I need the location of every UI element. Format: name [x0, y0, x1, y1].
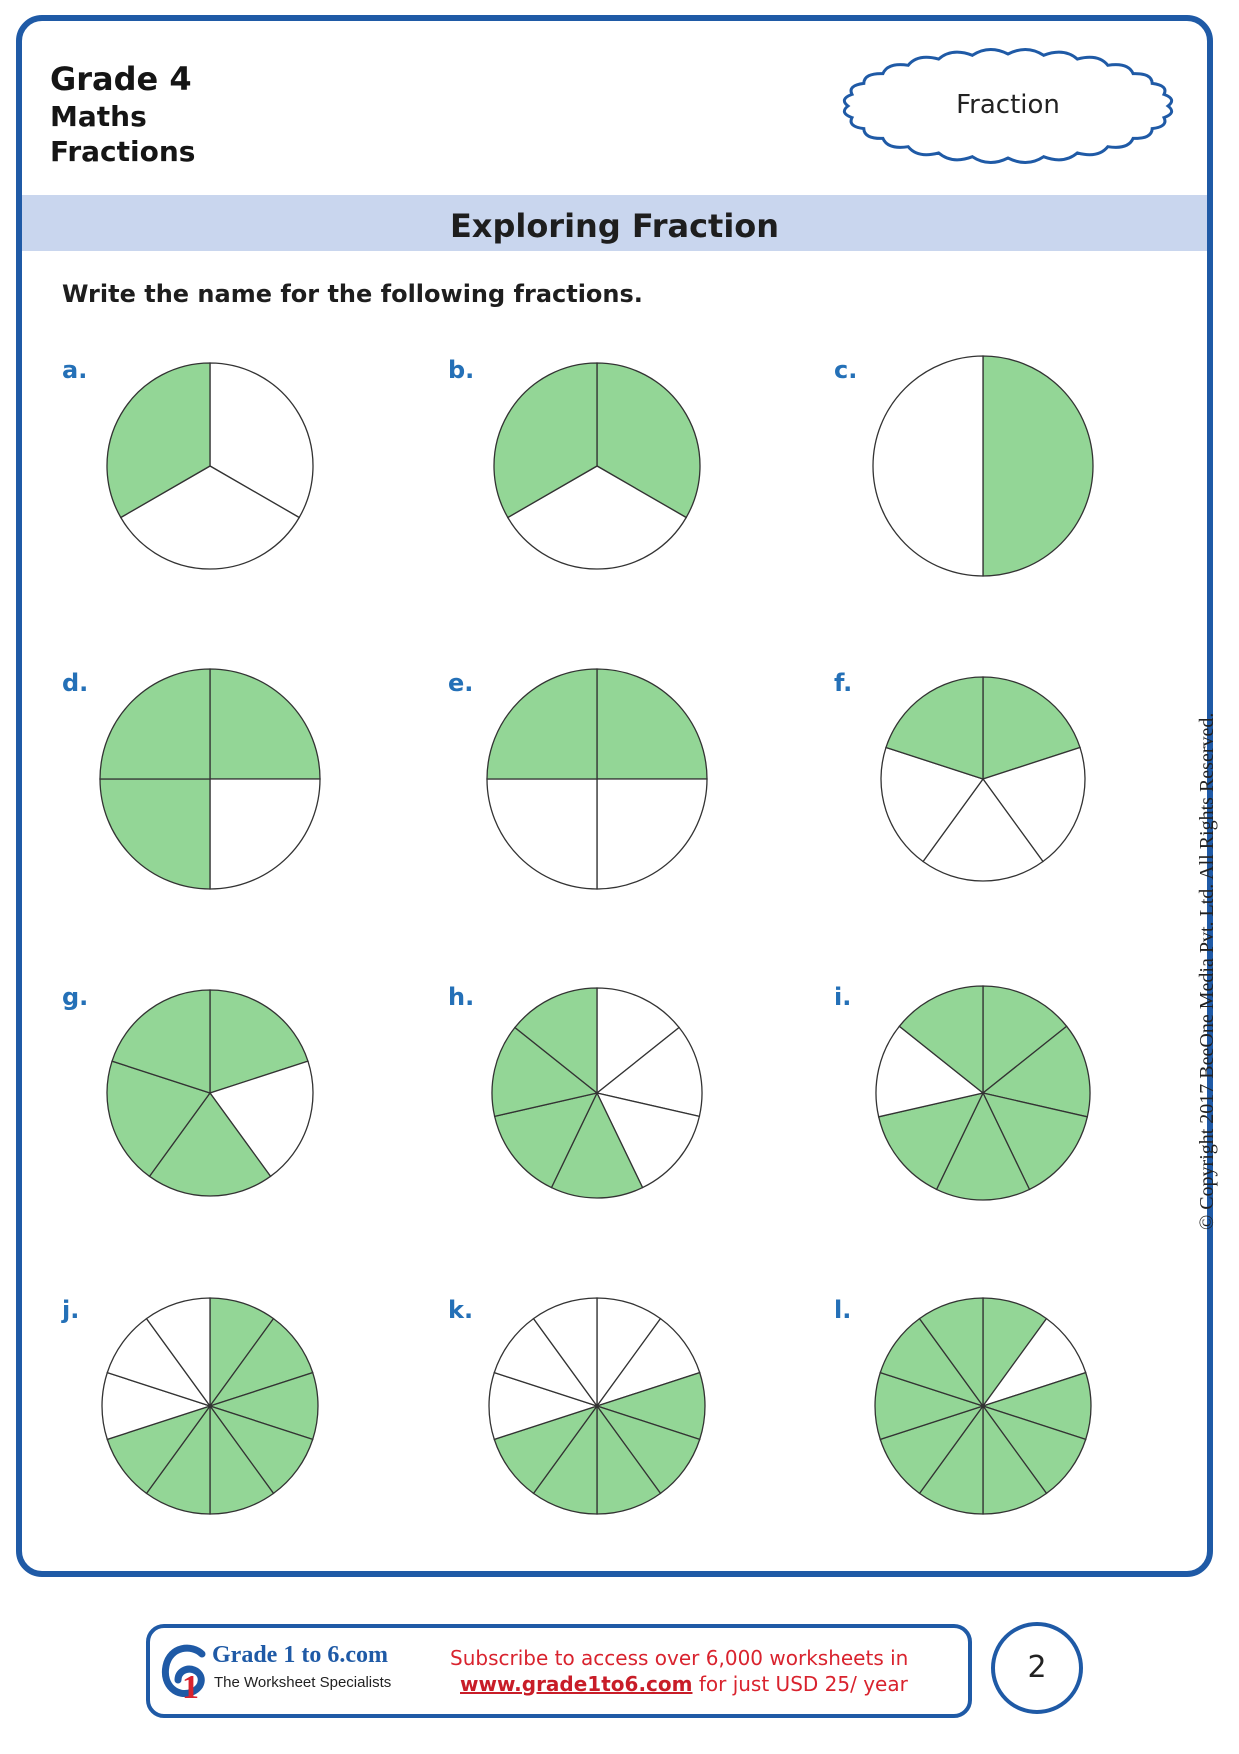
problem-label: l.: [834, 1296, 852, 1324]
svg-text:1: 1: [182, 1669, 199, 1704]
fraction-circle: [873, 983, 1093, 1203]
fraction-circle: [491, 360, 703, 572]
promo-line-1: Subscribe to access over 6,000 worksheets in: [450, 1646, 909, 1670]
copyright-text: © Copyright 2017 BeeOne Media Pvt. Ltd. All Rights Reserved.: [1196, 712, 1218, 1230]
fraction-circle: [878, 674, 1088, 884]
problem-label: c.: [834, 356, 858, 384]
subject-heading: Maths: [50, 100, 147, 133]
instruction-text: Write the name for the following fractions.: [62, 280, 643, 308]
promo-price-text: for just USD 25/ year: [692, 1672, 908, 1696]
unshaded-sector: [487, 779, 597, 889]
shaded-sector: [983, 356, 1093, 576]
problem-label: b.: [448, 356, 475, 384]
fraction-circle: [104, 987, 316, 1199]
problem-label: a.: [62, 356, 88, 384]
page-number: 2: [1027, 1650, 1047, 1685]
shaded-sector: [487, 669, 597, 779]
problem-label: d.: [62, 669, 89, 697]
fraction-circle: [489, 985, 705, 1201]
problem-label: g.: [62, 983, 89, 1011]
fraction-circle: [99, 1295, 321, 1517]
title-banner: [22, 195, 1207, 251]
unshaded-sector: [597, 779, 707, 889]
shaded-sector: [597, 669, 707, 779]
website-link[interactable]: www.grade1to6.com: [460, 1672, 693, 1696]
cloud-label: Fraction: [956, 90, 1060, 120]
fraction-circle: [484, 666, 710, 892]
fraction-circle: [872, 1295, 1094, 1517]
worksheet-title: Exploring Fraction: [449, 207, 780, 245]
problem-label: f.: [834, 669, 853, 697]
unshaded-sector: [873, 356, 983, 576]
unshaded-sector: [210, 779, 320, 889]
fraction-circle: [104, 360, 316, 572]
problem-label: j.: [62, 1296, 80, 1324]
fraction-circle: [870, 353, 1096, 579]
problem-label: e.: [448, 669, 474, 697]
footer-tagline: The Worksheet Specialists: [214, 1674, 392, 1691]
footer-banner: [146, 1624, 972, 1718]
page-number-badge: [991, 1622, 1083, 1714]
promo-line-2: [460, 1672, 908, 1696]
shaded-sector: [210, 669, 320, 779]
grade1to6-logo-icon: [158, 1640, 218, 1704]
fraction-circle: [97, 666, 323, 892]
problem-label: i.: [834, 983, 852, 1011]
shaded-sector: [100, 779, 210, 889]
fraction-circle: [486, 1295, 708, 1517]
topic-heading: Fractions: [50, 135, 196, 168]
grade-heading: Grade 4: [50, 60, 192, 98]
footer-brand: Grade 1 to 6.com: [212, 1642, 388, 1668]
shaded-sector: [100, 669, 210, 779]
problem-label: k.: [448, 1296, 474, 1324]
problem-label: h.: [448, 983, 475, 1011]
